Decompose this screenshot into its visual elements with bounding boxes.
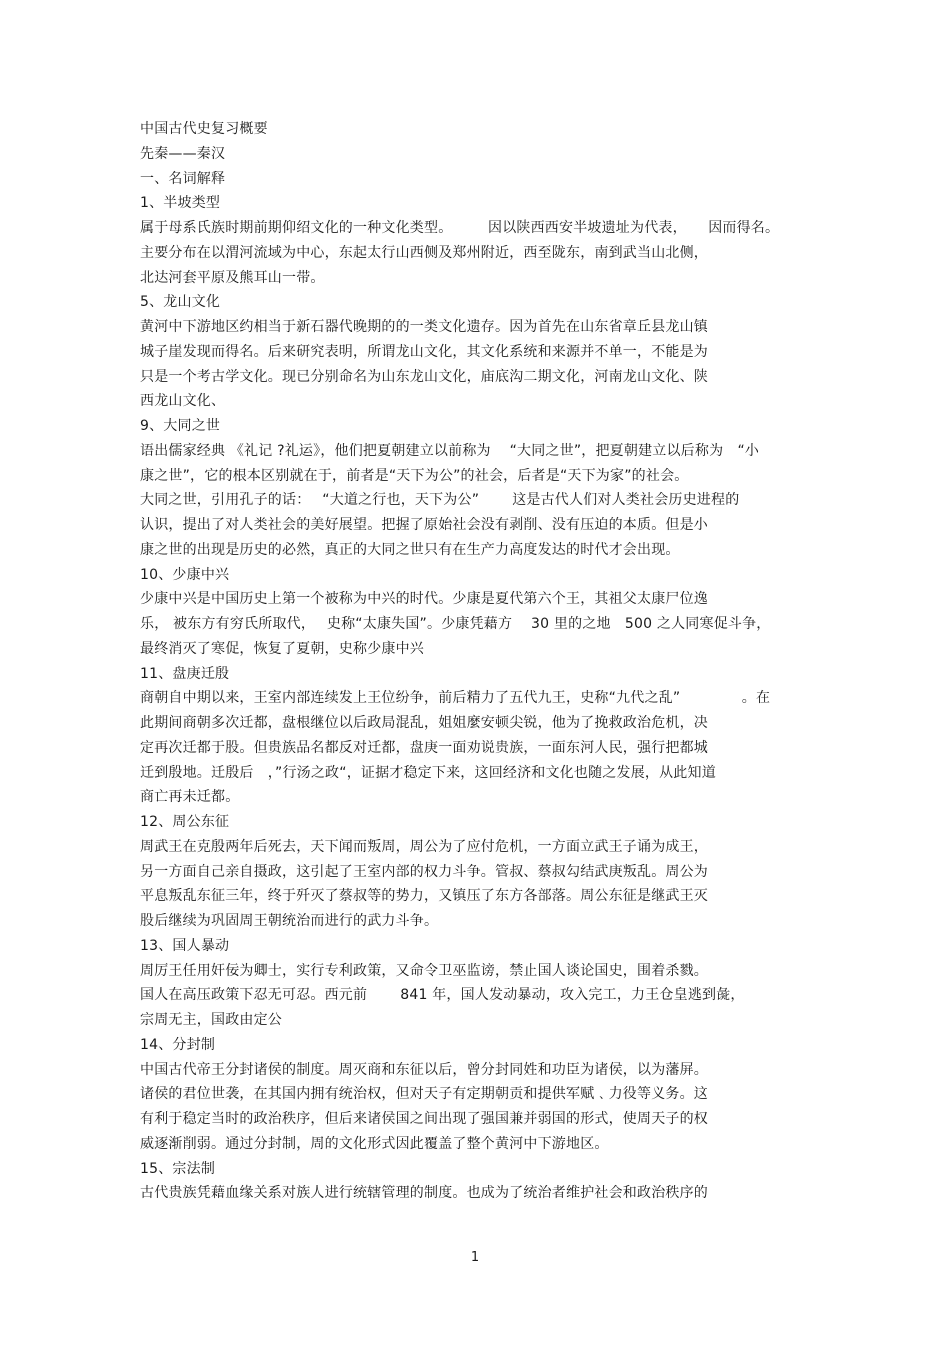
text-line: 15、宗法制 (140, 1160, 216, 1177)
text-line: 14、分封制 (140, 1036, 216, 1053)
text-line: 先秦——秦汉 (140, 145, 226, 162)
text-line: 1、半坡类型 (140, 195, 221, 212)
text-line: 一、名词解释 (140, 170, 226, 187)
text-line: 少康中兴是中国历史上第一个被称为中兴的时代。少康是夏代第六个王，其祖父太康尸位逸 (140, 591, 708, 608)
text-line: 12、周公东征 (140, 814, 230, 830)
text-line: 西龙山文化、 (140, 393, 226, 410)
text-line: 属于母系氏族时期前期仰绍文化的一种文化类型。 因以陕西西安半坡遗址为代表， 因而得名。 (140, 220, 780, 236)
text-line: 11、盘庚迁殷 (140, 665, 230, 682)
text-line: 乐， 被东方有穷氏所取代， 史称“太康失国”。少康凭藉方 30 里的之地 500 之人同寒促斗争， (140, 616, 771, 632)
page-number: 1 (470, 1250, 480, 1265)
document-body (140, 117, 820, 1206)
text-line: 只是一个考古学文化。现已分别命名为山东龙山文化，庙底沟二期文化，河南龙山文化、陕 (140, 368, 708, 385)
text-line: 宗周无主，国政由定公 (140, 1012, 282, 1028)
text-line: 北达河套平原及熊耳山一带。 (140, 269, 325, 286)
text-line: 周厉王任用奸佞为卿士，实行专利政策，又命令卫巫监谤，禁止国人谈论国史，围着杀戮。 (140, 962, 708, 979)
text-line: 股后继续为巩固周王朝统治而进行的武力斗争。 (140, 913, 439, 929)
text-line: 13、国人暴动 (140, 937, 230, 954)
text-line: 黄河中下游地区约相当于新石器代晚期的的一类文化遗存。因为首先在山东省章丘县龙山镇 (140, 319, 708, 335)
text-line: 最终消灭了寒促，恢复了夏朝，史称少康中兴 (140, 640, 424, 657)
text-line: 国人在高压政策下忍无可忍。西元前 841 年，国人发动暴动，攻入完工，力王仓皇逃到彘， (140, 987, 745, 1004)
text-line: 城子崖发现而得名。后来研究表明，所谓龙山文化，其文化系统和来源并不单一，不能是为 (140, 343, 708, 360)
text-line: 大同之世，引用孔子的话： “大道之行也，天下为公” 这是古代人们对人类社会历史进程的 (140, 492, 740, 509)
text-line: 有利于稳定当时的政治秩序，但后来诸侯国之间出现了强国兼并弱国的形式，使周天子的权 (140, 1111, 708, 1127)
text-line: 康之世”，它的根本区别就在于，前者是“天下为公”的社会，后者是“天下为家”的社会。 (140, 467, 689, 484)
text-line: 语出儒家经典 《礼记 ?礼运》，他们把夏朝建立以前称为 “大同之世”，把夏朝建立以后称为 “小 (140, 442, 760, 459)
text-line: 威逐渐削弱。通过分封制，周的文化形式因此覆盖了整个黄河中下游地区。 (140, 1135, 609, 1152)
text-line: 此期间商朝多次迁都，盘根继位以后政局混乱，姐姐麼安顿尖锐，他为了挽救政治危机，决 (140, 715, 708, 731)
text-line: 古代贵族凭藉血缘关系对族人进行统辖管理的制度。也成为了统治者维护社会和政治秩序的 (140, 1185, 708, 1202)
text-line: 另一方面自己亲自摄政，这引起了王室内部的权力斗争。管叔、蔡叔勾结武庚叛乱。周公为 (140, 863, 708, 880)
text-line: 10、少康中兴 (140, 566, 230, 583)
text-line: 主要分布在以渭河流域为中心，东起太行山西侧及郑州附近，西至陇东，南到武当山北侧， (140, 244, 708, 261)
text-line: 商亡再未迁都。 (140, 789, 240, 806)
text-line: 平息叛乱东征三年，终于歼灭了蔡叔等的势力，又镇压了东方各部落。周公东征是继武王灭 (140, 888, 708, 905)
text-line: 诸侯的君位世袭，在其国内拥有统治权，但对天子有定期朝贡和提供军赋﹑力役等义务。这 (140, 1086, 708, 1103)
text-line: 迁到殷地。迁殷后 ，”行汤之政“，证据才稳定下来，这回经济和文化也随之发展，从此知道 (140, 764, 716, 781)
text-line: 认识，提出了对人类社会的美好展望。把握了原始社会没有剥削、没有压迫的本质。但是小 (140, 517, 708, 533)
text-line: 商朝自中期以来，王室内部连续发上王位纷争，前后精力了五代九王，史称“九代之乱” 。在 (140, 690, 771, 707)
text-line: 康之世的出现是历史的必然，真正的大同之世只有在生产力高度发达的时代才会出现。 (140, 541, 680, 558)
text-line: 定再次迁都于股。但贵族品名都反对迁都，盘庚一面劝说贵族，一面东河人民，强行把都城 (140, 739, 708, 756)
text-line: 周武王在克殷两年后死去，天下闻而叛周，周公为了应付危机，一方面立武王子诵为成王， (140, 838, 708, 855)
text-line: 5、龙山文化 (140, 294, 221, 311)
text-line: 中国古代史复习概要 (140, 121, 268, 137)
text-line: 中国古代帝王分封诸侯的制度。周灭商和东征以后，曾分封同姓和功臣为诸侯，以为藩屏。 (140, 1061, 708, 1078)
text-line: 9、大同之世 (140, 418, 221, 434)
